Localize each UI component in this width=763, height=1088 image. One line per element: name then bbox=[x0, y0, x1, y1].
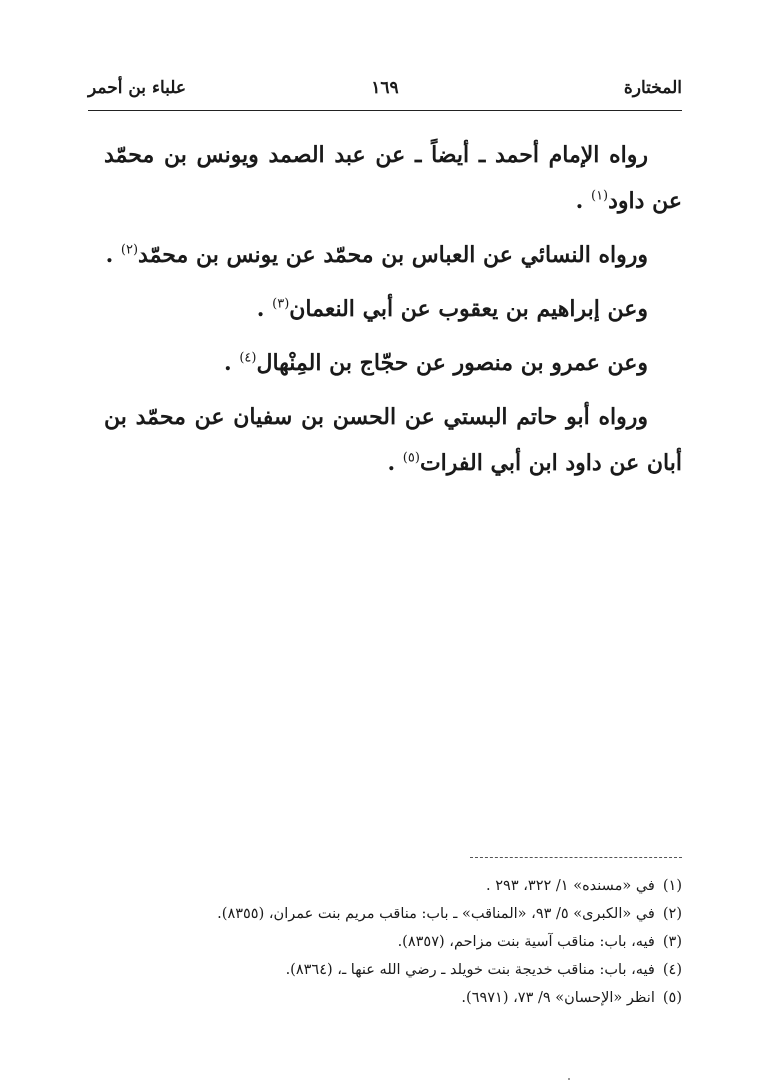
running-header bbox=[88, 78, 682, 108]
footnote-number: (٥) bbox=[662, 990, 682, 1006]
page-number: ١٦٩ bbox=[371, 78, 399, 98]
footnote-ref: (٥) bbox=[402, 450, 420, 466]
footnote bbox=[120, 956, 682, 984]
header-section-title: علباء بن أحمر bbox=[88, 78, 187, 98]
header-rule bbox=[88, 110, 682, 111]
scan-speck bbox=[568, 1078, 570, 1080]
footnote-text: انظر «الإحسان» ٩/ ٧٣، (٦٩٧١). bbox=[461, 990, 655, 1006]
footnote-separator bbox=[470, 857, 682, 858]
footnote-ref: (٣) bbox=[272, 296, 290, 312]
footnote-text: فيه، باب: مناقب آسية بنت مزاحم، (٨٣٥٧). bbox=[397, 934, 655, 950]
footnote-ref: (٢) bbox=[120, 242, 139, 258]
footnote-text: فيه، باب: مناقب خديجة بنت خويلد ـ رضي الله عنها ـ، (٨٣٦٤). bbox=[285, 962, 655, 978]
footnote bbox=[120, 872, 682, 900]
main-text bbox=[104, 132, 682, 494]
paragraph: ورواه النسائي عن العباس بن محمّد عن يونس بن محمّد$^{(٢)}$ . bbox=[105, 242, 648, 268]
footnote bbox=[120, 984, 682, 1012]
footnote bbox=[120, 900, 682, 928]
footnote-number: (٤) bbox=[662, 962, 682, 978]
header-chapter-title: المختارة bbox=[623, 78, 682, 98]
paragraph: رواه الإمام أحمد ـ أيضاً ـ عن عبد الصمد ويونس بن محمّد عن داود$^{(١)}$ . bbox=[104, 142, 682, 214]
paragraph: وعن إبراهيم بن يعقوب عن أبي النعمان$^{(٣)}$ . bbox=[256, 296, 648, 322]
footnote bbox=[120, 928, 682, 956]
footnote-number: (٣) bbox=[662, 934, 682, 950]
paragraph: ورواه أبو حاتم البستي عن الحسن بن سفيان عن محمّد بن أبان عن داود ابن أبي الفرات$^{(٥)}$ . bbox=[104, 404, 682, 476]
footnote-ref: (٤) bbox=[239, 350, 257, 366]
footnote-text: في «مسنده» ١/ ٣٢٢، ٢٩٣ . bbox=[486, 878, 655, 894]
footnote-ref: (١) bbox=[590, 188, 609, 204]
footnote-text: في «الكبرى» ٥/ ٩٣، «المناقب» ـ باب: مناقب مريم بنت عمران، (٨٣٥٥). bbox=[217, 906, 655, 922]
paragraph: وعن عمرو بن منصور عن حجّاج بن المِنْهال$^{(٤)}$ . bbox=[224, 350, 648, 376]
footnotes bbox=[120, 872, 682, 1012]
footnote-number: (٢) bbox=[662, 906, 682, 922]
footnote-number: (١) bbox=[662, 878, 682, 894]
